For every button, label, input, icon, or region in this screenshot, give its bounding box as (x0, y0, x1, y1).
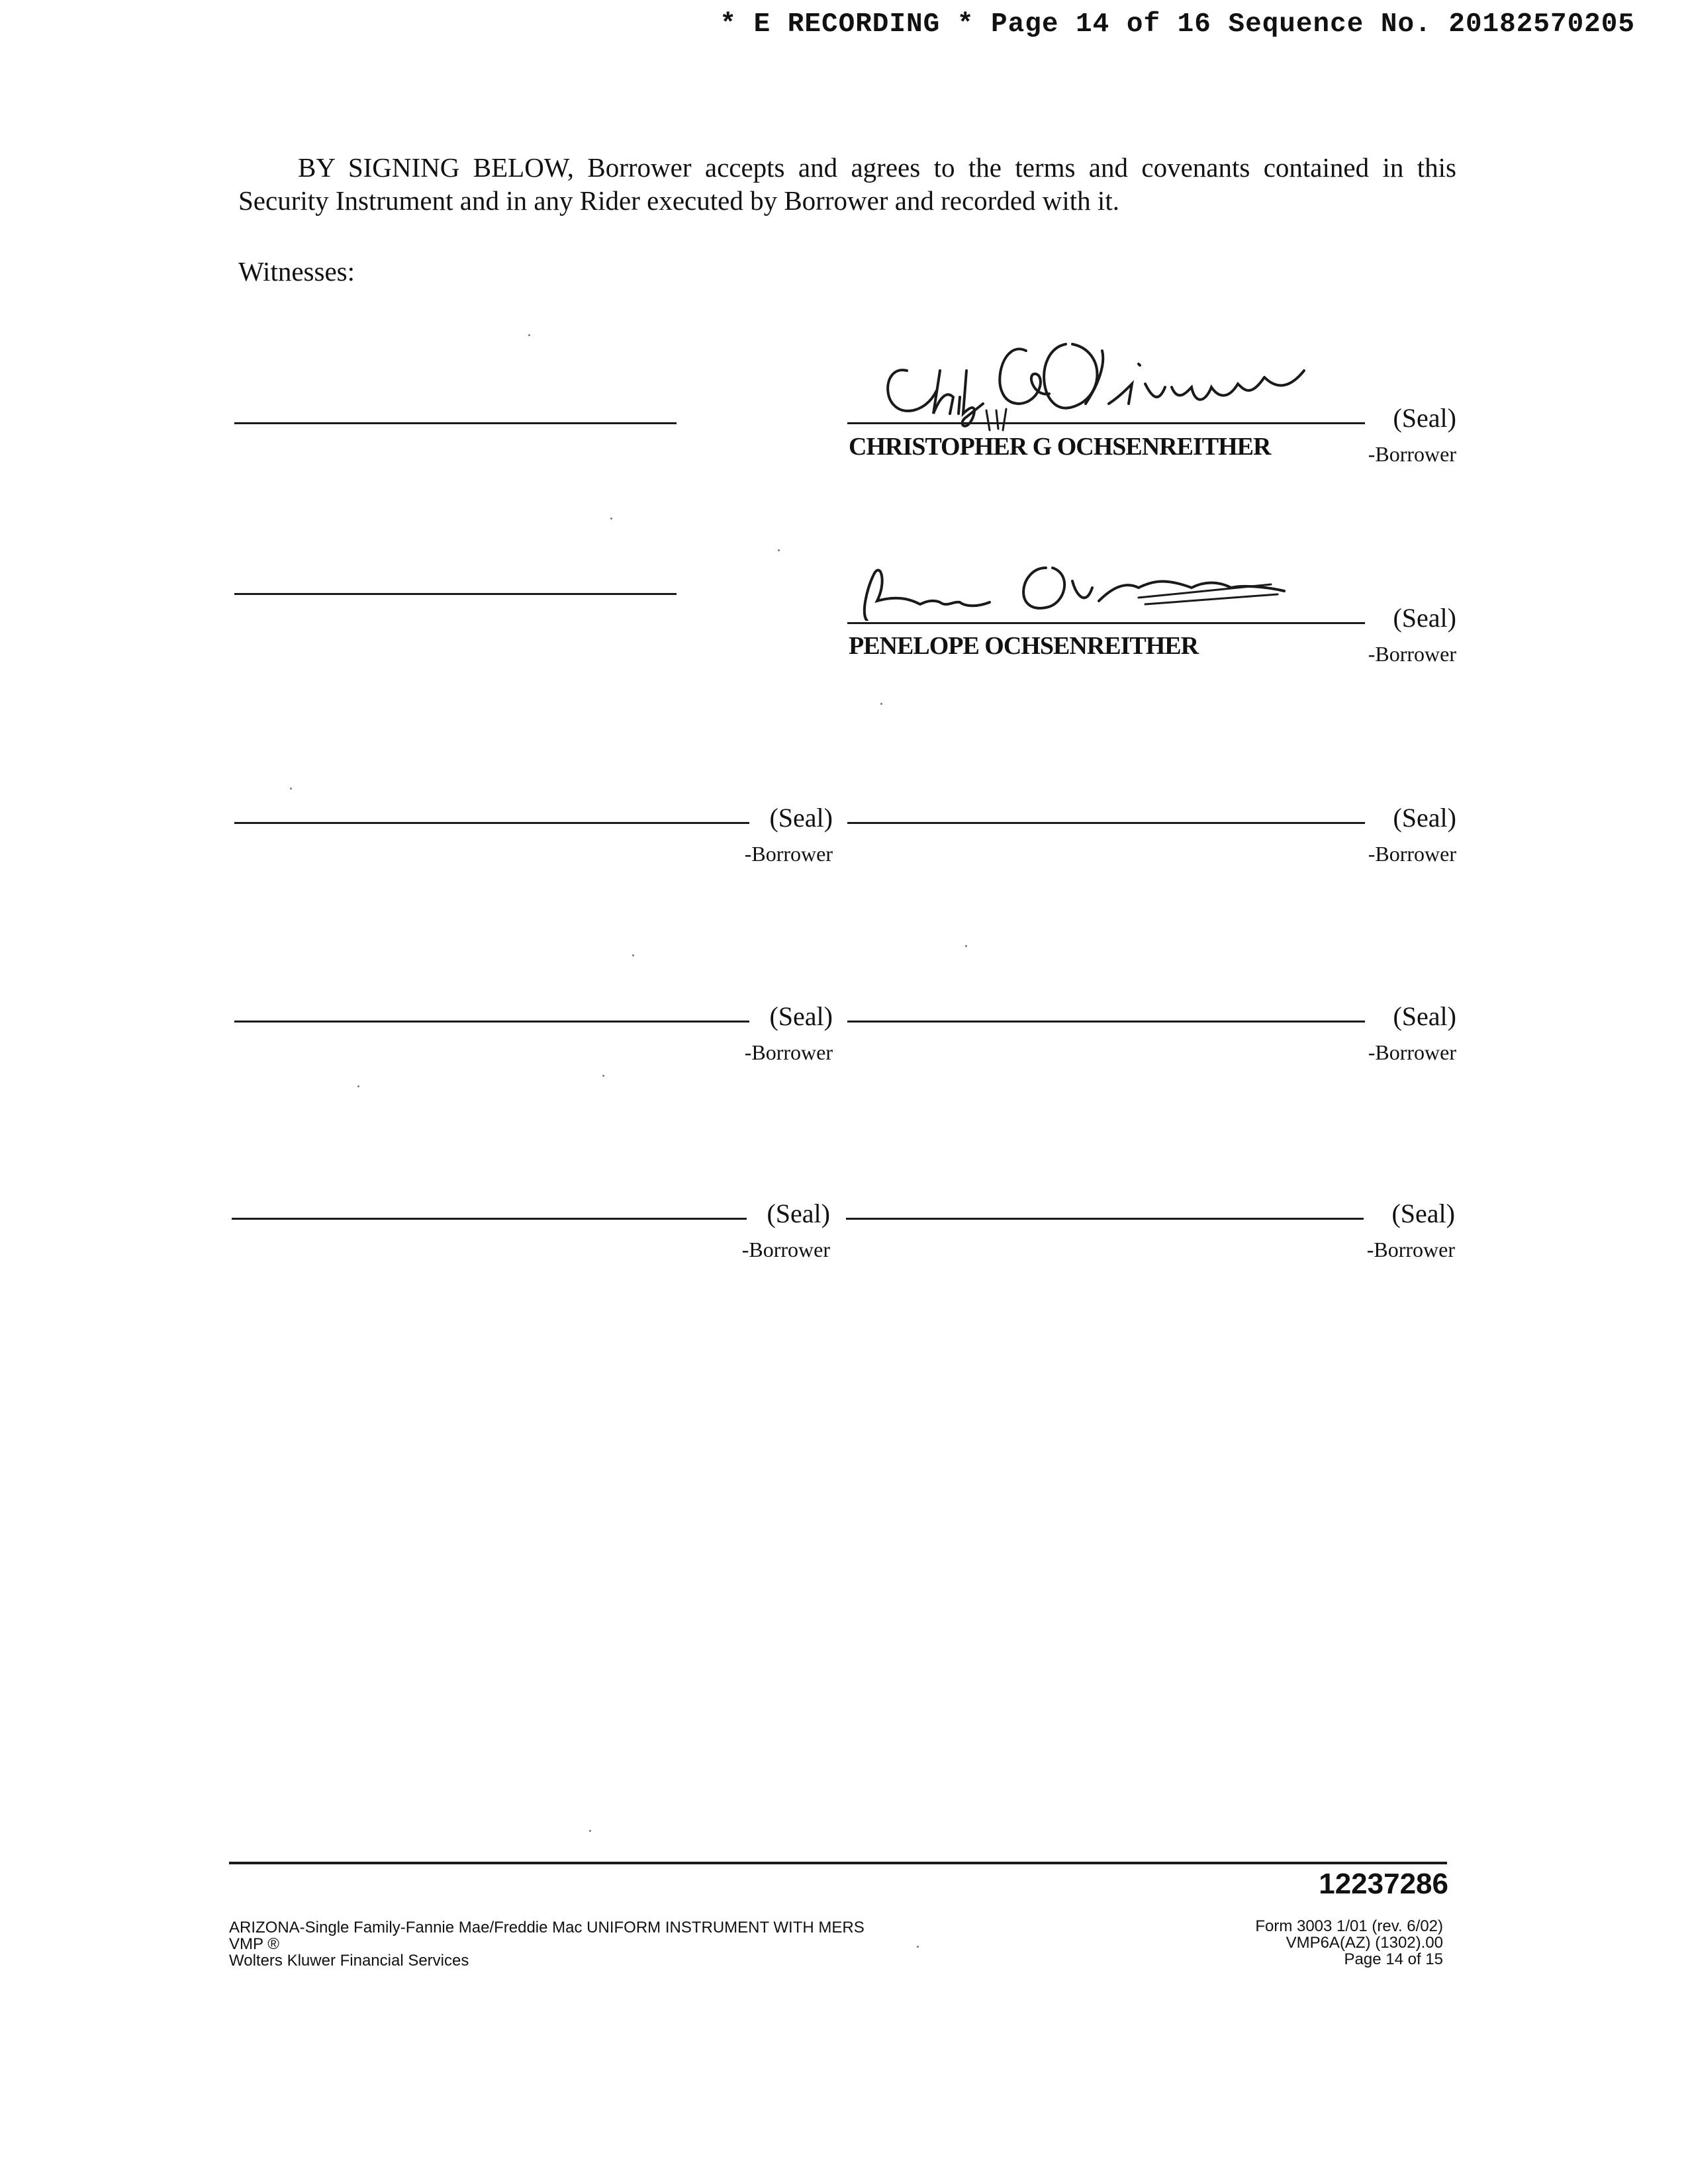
witnesses-label: Witnesses: (238, 256, 355, 287)
blank-signature-block (232, 1190, 830, 1269)
loan-number: 12237286 (1319, 1868, 1448, 1900)
footer-rule (229, 1862, 1447, 1864)
witness-line-1 (234, 422, 677, 424)
scan-speck (528, 334, 530, 336)
seal-label: (Seal) (1393, 603, 1456, 633)
scan-speck (917, 1946, 919, 1948)
publisher: Wolters Kluwer Financial Services (229, 1952, 469, 1970)
signature-line-1 (847, 422, 1365, 424)
seal-label: (Seal) (769, 1001, 833, 1031)
form-title: ARIZONA-Single Family-Fannie Mae/Freddie Mac UNIFORM INSTRUMENT WITH MERS (229, 1919, 865, 1936)
scan-speck (965, 945, 967, 947)
blank-signature-block (234, 993, 833, 1072)
seal-label: (Seal) (1393, 403, 1456, 433)
borrower-name-1: CHRISTOPHER G OCHSENREITHER (849, 433, 1271, 461)
blank-signature-block (847, 794, 1456, 874)
blank-signature-line (234, 1021, 749, 1023)
blank-signature-block (847, 993, 1456, 1072)
blank-signature-line (234, 822, 749, 824)
blank-signature-block (234, 794, 833, 874)
vmp-mark: VMP ® (229, 1935, 279, 1953)
seal-label: (Seal) (1393, 1001, 1456, 1031)
blank-signature-block (846, 1190, 1455, 1269)
scan-speck (589, 1830, 591, 1832)
seal-label: (Seal) (767, 1199, 830, 1228)
scan-speck (778, 549, 780, 551)
seal-label: (Seal) (1393, 803, 1456, 833)
borrower-label: -Borrower (744, 842, 833, 866)
signature-block-1 (847, 324, 1456, 470)
borrower-label: -Borrower (744, 1040, 833, 1064)
scan-speck (632, 954, 634, 956)
borrower-name-2: PENELOPE OCHSENREITHER (849, 632, 1199, 660)
borrower-label: -Borrower (1368, 1040, 1456, 1064)
scan-speck (357, 1085, 359, 1087)
signature-line-2 (847, 622, 1365, 624)
blank-signature-line (847, 822, 1365, 824)
borrower-label: -Borrower (1368, 842, 1456, 866)
form-description (229, 1919, 865, 1969)
scan-speck (880, 703, 882, 705)
signature-block-2 (847, 522, 1456, 674)
signing-statement: BY SIGNING BELOW, Borrower accepts and agrees to the terms and covenants contained in this Security Instrument and in any Rider executed by Borrower and recorded with it. (238, 152, 1456, 216)
blank-signature-line (846, 1218, 1364, 1220)
form-identifiers (1255, 1918, 1443, 1968)
borrower-label: -Borrower (1366, 1238, 1455, 1261)
handwritten-signature-christopher (867, 324, 1344, 437)
borrower-label: -Borrower (1368, 442, 1456, 466)
scan-speck (610, 518, 612, 520)
blank-signature-line (232, 1218, 747, 1220)
scan-speck (290, 788, 292, 790)
seal-label: (Seal) (769, 803, 833, 833)
form-number: Form 3003 1/01 (rev. 6/02) (1255, 1917, 1443, 1935)
page-number: Page 14 of 15 (1344, 1950, 1443, 1968)
witness-line-2 (234, 593, 677, 595)
recording-stamp: * E RECORDING * Page 14 of 16 Sequence No. 20182570205 (720, 9, 1635, 40)
vmp-code: VMP6A(AZ) (1302).00 (1286, 1934, 1443, 1952)
borrower-label: -Borrower (741, 1238, 830, 1261)
handwritten-signature-penelope (847, 522, 1324, 621)
borrower-label: -Borrower (1368, 642, 1456, 666)
blank-signature-line (847, 1021, 1365, 1023)
seal-label: (Seal) (1391, 1199, 1455, 1228)
scan-speck (602, 1075, 604, 1077)
